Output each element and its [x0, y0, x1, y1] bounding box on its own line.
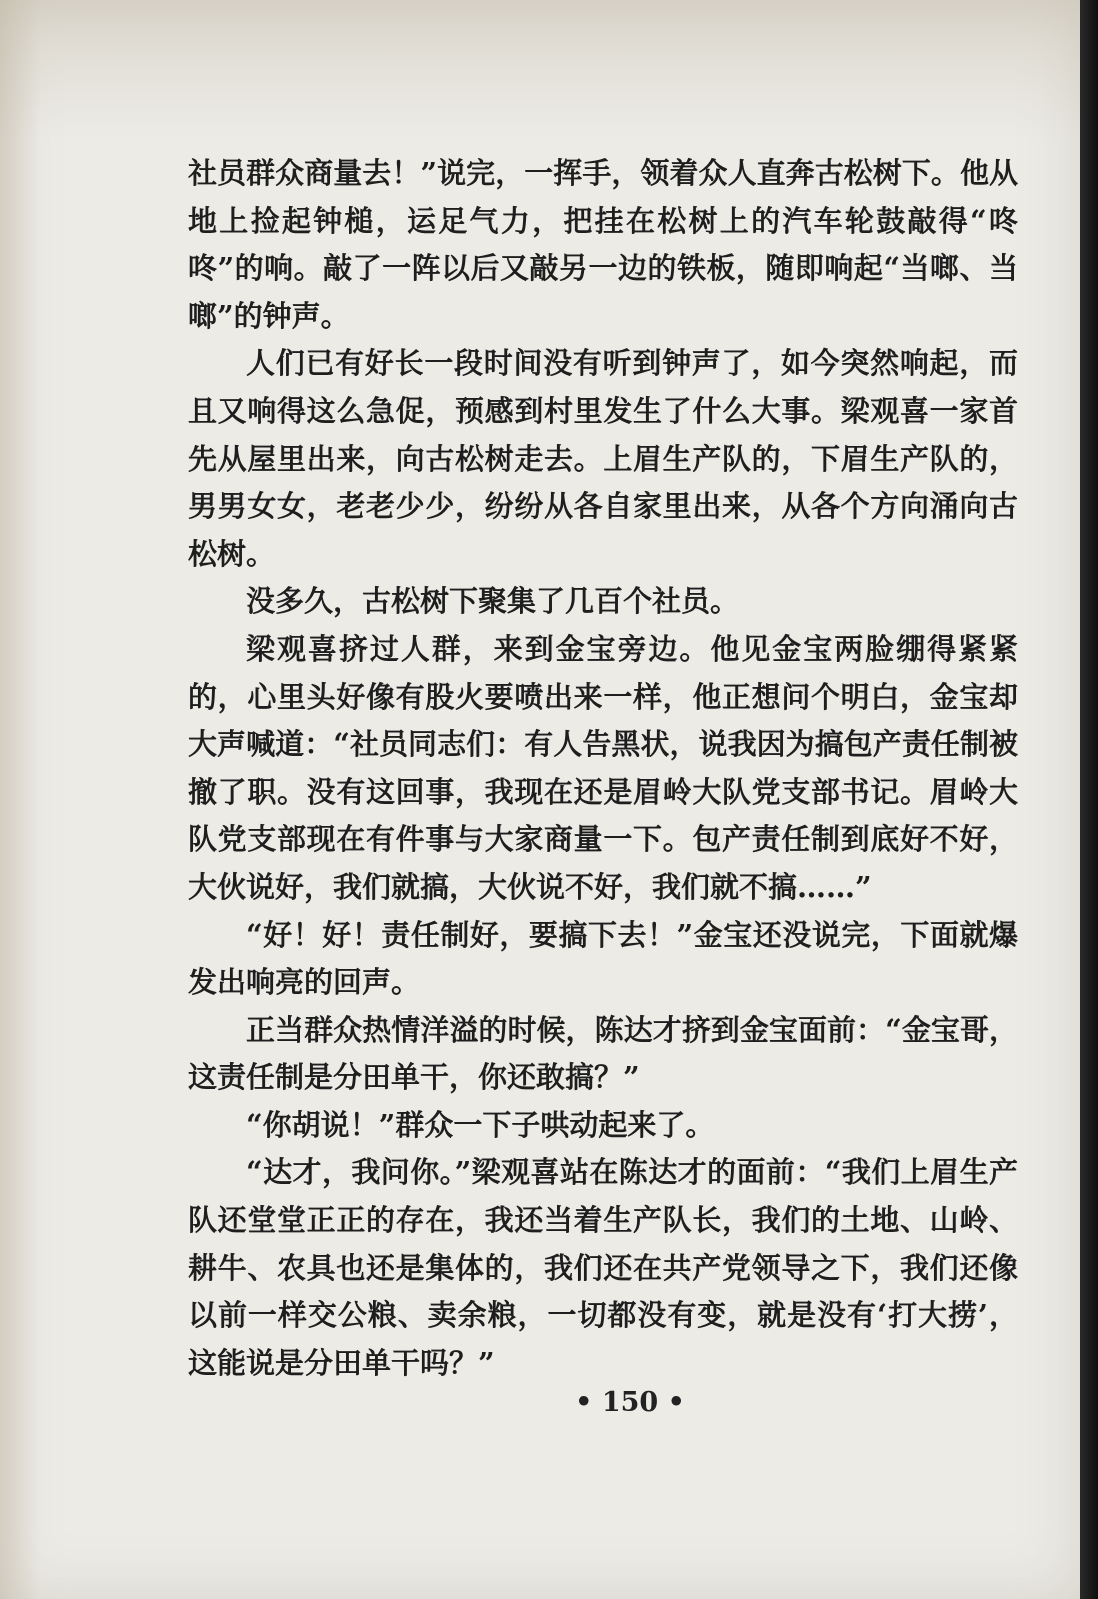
- scan-edge: [1080, 0, 1098, 1599]
- paragraph-7: “你胡说！”群众一下子哄动起来了。: [246, 1107, 715, 1142]
- paragraph-1: 社员群众商量去！”说完，一挥手，领着众人直奔古松树下。他从地上捡起钟槌，运足气力，把挂在松树上的汽车轮鼓敲得“咚咚”的响。敲了一阵以后又敲另一边的铁板，随即响起“当啷、当啷”的钟声。: [188, 156, 1018, 333]
- paragraph-8: “达才，我问你。”梁观喜站在陈达才的面前：“我们上眉生产队还堂堂正正的存在，我还当着生产队长，我们的土地、山岭、耕牛、农具也还是集体的，我们还在共产党领导之下，我们还像以前一样交公粮、卖余粮，一切都没有变，就是没有‘打大捞’，这能说是分田单干吗？”: [188, 1155, 1018, 1380]
- paragraph-5: “好！好！责任制好，要搞下去！”金宝还没说完，下面就爆发出响亮的回声。: [188, 917, 1018, 1000]
- paragraph-3: 没多久，古松树下聚集了几百个社员。: [246, 584, 740, 619]
- page-number: • 150 •: [575, 1387, 685, 1418]
- paragraph-6: 正当群众热情洋溢的时候，陈达才挤到金宝面前：“金宝哥，这责任制是分田单干，你还敢搞？”: [188, 1012, 1018, 1095]
- paragraph-4: 梁观喜挤过人群，来到金宝旁边。他见金宝两脸绷得紧紧的，心里头好像有股火要喷出来一样，他正想问个明白，金宝却大声喊道：“社员同志们：有人告黑状，说我因为搞包产责任制被撤了职。没有这回事，我现在还是眉岭大队党支部书记。眉岭大队党支部现在有件事与大家商量一下。包产责任制到底好不好，大伙说好，我们就搞，大伙说不好，我们就不搞……”: [188, 631, 1018, 904]
- paragraph-2: 人们已有好长一段时间没有听到钟声了，如今突然响起，而且又响得这么急促，预感到村里发生了什么大事。梁观喜一家首先从屋里出来，向古松树走去。上眉生产队的，下眉生产队的，男男女女，老老少少，纷纷从各自家里出来，从各个方向涌向古松树。: [188, 346, 1018, 571]
- body-text: [188, 150, 1018, 1387]
